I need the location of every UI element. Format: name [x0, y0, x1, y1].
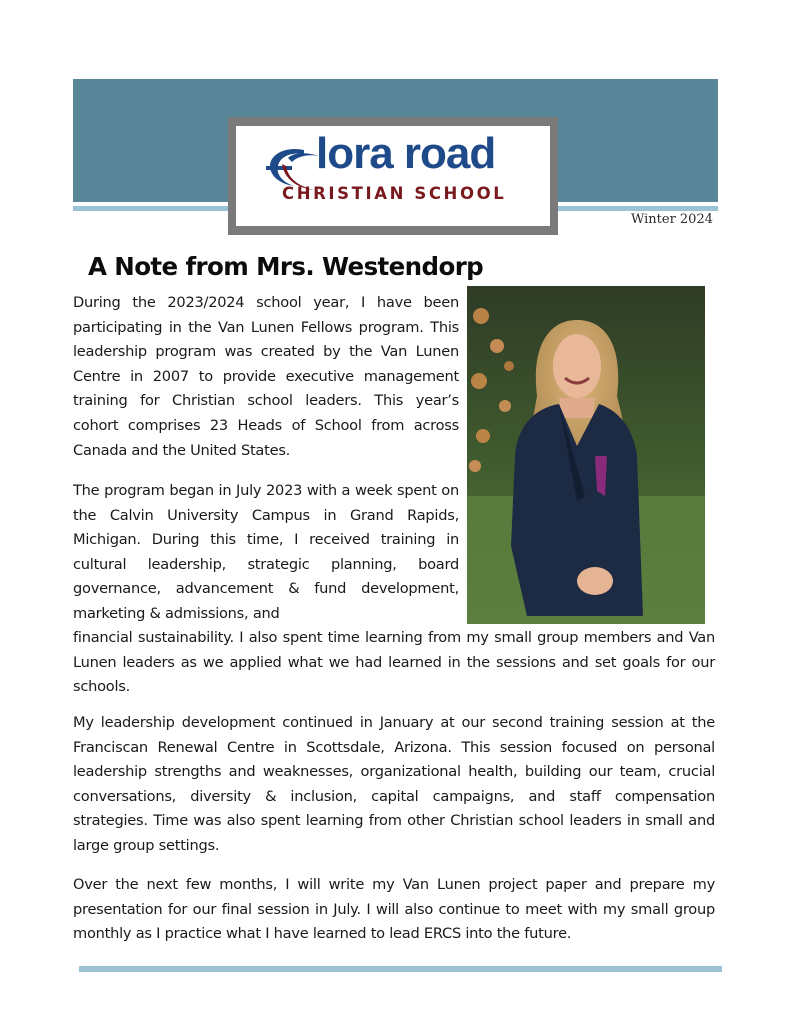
article-title: A Note from Mrs. Westendorp	[88, 252, 484, 281]
portrait-photo	[467, 286, 705, 624]
paragraph-2-continued: financial sustainability. I also spent time learning from my small group members and Van Lunen leaders as we applied what we had learned in the sessions and set goals for our schools.	[73, 629, 715, 696]
logo-panel	[236, 126, 550, 226]
bottom-divider	[79, 966, 722, 972]
portrait-image	[467, 286, 705, 624]
paragraph-4: Over the next few months, I will write my Van Lunen project paper and prepare my presentation for our final session in July. I will also continue to meet with my small group monthly as I practice what I have learned to lead ERCS into the future.	[73, 876, 715, 943]
logo-wordmark: lora road	[316, 129, 496, 178]
logo-subtitle: CHRISTIAN SCHOOL	[282, 184, 507, 203]
school-logo	[228, 117, 558, 235]
paragraph-3: My leadership development continued in January at our second training session at the Franciscan Renewal Centre in Scottsdale, Arizona. This session focused on personal leadership strengths and weaknesses, organizational health, building our team, crucial conversations, diversity & inclusion, capital campaigns, and staff compensation strategies. Time was also spent learning from other Christian school leaders in small and large group settings.	[73, 714, 715, 854]
paragraph-2: The program began in July 2023 with a week spent on the Calvin University Campus in Grand Rapids, Michigan. During this time, I received training in cultural leadership, strategic planning, board governance, advancement & fund development, marketing & admissions, and	[73, 482, 459, 622]
paragraph-1: During the 2023/2024 school year, I have been participating in the Van Lunen Fellows program. This leadership program was created by the Van Lunen Centre in 2007 to provide executive management training for Christian school leaders. This year’s cohort comprises 23 Heads of School from across Canada and the United States.	[73, 294, 459, 459]
issue-date: Winter 2024	[630, 212, 713, 227]
